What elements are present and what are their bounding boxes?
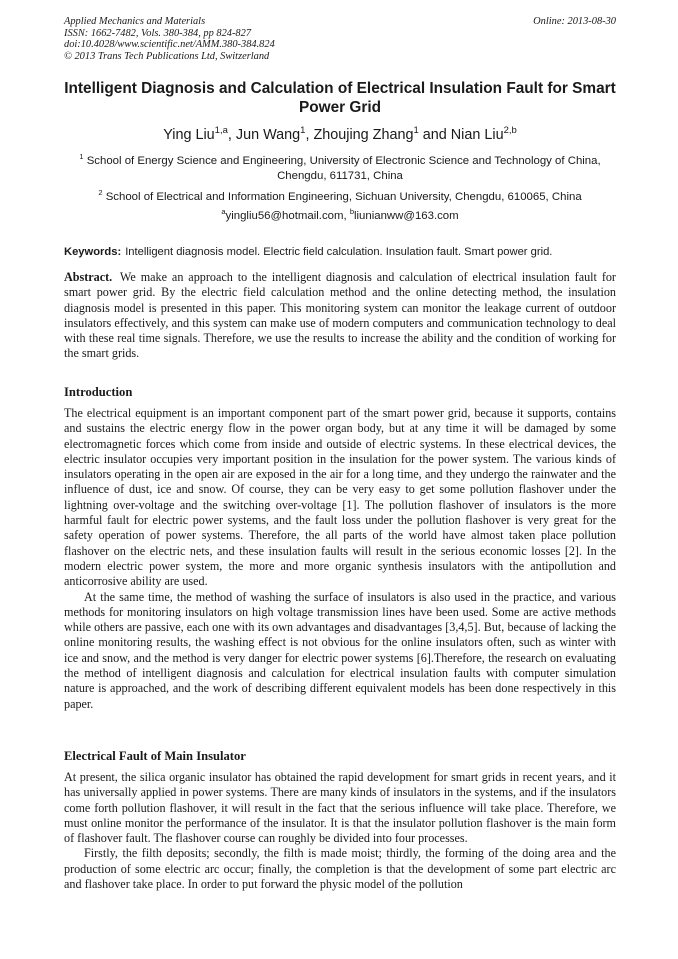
affiliation-text: School of Electrical and Information Engineering, Sichuan University, Chengdu, 610065, China	[105, 191, 582, 203]
affiliation-2	[64, 190, 616, 205]
online-date: Online: 2013-08-30	[533, 16, 616, 27]
paragraph: The electrical equipment is an important component part of the smart power grid, because it supports, contains and sustains the electric energy flow in the power organ body, but at any time it will be damaged by some electromagnetic forces which come from inside and outside of electric systems. In these electrical devices, the electric insulator occupies very important position in the insulation for the power system. The various kinds of insulators operating in the open air are exposed in the air for a long time, and they undergo the rainwater and the influence of dust, ice and snow. Of course, they can be very easy to get some pollution flashover under the lightning over-voltage and the switching over-voltage [1]. The pollution flashover of insulators is the more harmful fault for electric power systems, and the fault loss under the pollution flashover is very great for the safety operation of power systems. Therefore, the all parts of the world have almost taken place pollution flashover on the electric nets, and these insulation faults will result in the serious economic losses [2]. In the modern electric power system, the more and more organic synthesis insulators with the antipollution and anticorrosive ability are used.	[64, 406, 616, 589]
section-heading-introduction: Introduction	[64, 385, 133, 399]
section-introduction	[64, 406, 616, 712]
email-address[interactable]: liunianww@163.com	[354, 210, 459, 222]
author-separator: and	[418, 127, 451, 143]
abstract-text: We make an approach to the intelligent diagnosis and calculation of electrical insulation fault for smart power grid. By the electric field calculation method and the online detecting method, the insulation diagnosis model is presented in this paper. This monitoring system can monitor the leakage current of outdoor insulators effectively, and this system can make use of modern computers and communication technology to deal with these real time signals. Therefore, we use the results to increase the ability and the condition of working for the smart grids.	[64, 270, 616, 361]
keywords	[64, 245, 616, 259]
author-separator: ,	[227, 127, 236, 143]
email-sup: a	[221, 207, 226, 217]
author-separator: ,	[305, 127, 314, 143]
author-sup: 1,a	[214, 125, 228, 137]
author-name: Zhoujing Zhang	[313, 127, 414, 143]
journal-doi[interactable]: doi:10.4028/www.scientific.net/AMM.380-384.824	[64, 39, 275, 51]
journal-name: Applied Mechanics and Materials	[64, 16, 206, 27]
abstract-label: Abstract.	[64, 270, 113, 284]
journal-copyright: © 2013 Trans Tech Publications Ltd, Switzerland	[64, 50, 270, 62]
keywords-text: Intelligent diagnosis model. Electric field calculation. Insulation fault. Smart power grid.	[125, 246, 553, 258]
paragraph: At the same time, the method of washing the surface of insulators is also used in the practice, and various methods for monitoring insulators on high voltage transmission lines have been used. Some are active methods while others are passive, each one with its own advantages and disadvantages [3,4,5]. But, because of lacking the online monitoring results, the washing effect is not obvious for the online insulators often, such as winter with ice and snow, and the method is very danger for electric power systems [6].Therefore, the research on evaluating the method of intelligent diagnosis and calculation for electrical insulation faults with computer simulation nature is approached, and the work of describing different equivalent models has been done respectively in this paper.	[64, 589, 616, 711]
author-sup: 1	[300, 125, 306, 137]
email-line	[64, 209, 616, 224]
paragraph: At present, the silica organic insulator has obtained the rapid development for smart grids in recent years, and it has universally applied in power systems. There are many kinds of insulators in the systems, and if the insulators come forth pollution flashover, it will result in the fact that the serious influence will take place. Therefore, we must online monitor the performance of the insulator. It is that the insulator pollution flashover is the main form of flashover fault. The flashover course can roughly be divided into four processes.	[64, 770, 616, 846]
section-electrical-fault	[64, 770, 616, 892]
section-heading-electrical-fault: Electrical Fault of Main Insulator	[64, 749, 246, 763]
author-sup: 1	[413, 125, 419, 137]
affiliation-1	[64, 154, 616, 183]
paper-title: Intelligent Diagnosis and Calculation of Electrical Insulation Fault for Smart Power Grid	[64, 80, 616, 116]
email-separator: ,	[343, 210, 350, 222]
journal-issn: ISSN: 1662-7482, Vols. 380-384, pp 824-827	[64, 27, 252, 39]
author-list	[64, 126, 616, 144]
author-name: Nian Liu	[450, 127, 504, 143]
author-sup: 2,b	[503, 125, 517, 137]
author-name: Jun Wang	[235, 127, 301, 143]
email-address[interactable]: yingliu56@hotmail.com	[225, 210, 344, 222]
affiliation-sup: 1	[79, 152, 84, 162]
affiliation-text: School of Energy Science and Engineering, University of Electronic Science and Technology of China, Chengdu, 611731, China	[86, 155, 601, 182]
affiliation-sup: 2	[98, 188, 103, 198]
author-name: Ying Liu	[163, 127, 215, 143]
email-sup: b	[349, 207, 354, 217]
paragraph: Firstly, the filth deposits; secondly, the filth is made moist; thirdly, the forming of the doing area and the production of some electric arc occur; finally, the completion is that the development of some part electric arc and flashover take place. In order to put forward the physic model of the pollution	[64, 846, 616, 892]
keywords-label: Keywords:	[64, 246, 122, 258]
abstract	[64, 270, 616, 362]
journal-header	[64, 16, 616, 62]
